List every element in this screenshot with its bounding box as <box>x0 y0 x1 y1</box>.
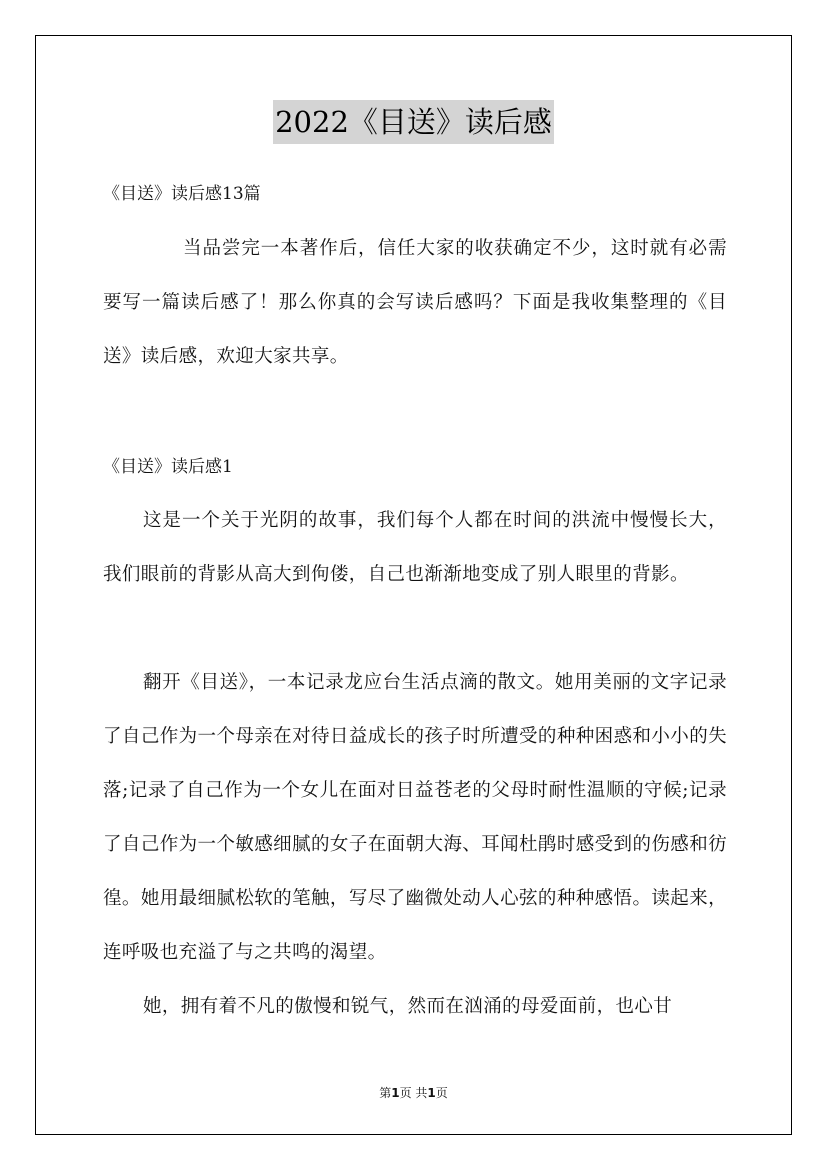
footer-suffix: 页 <box>435 1086 448 1100</box>
section-heading: 《目送》读后感1 <box>103 457 233 477</box>
footer-prefix: 第 <box>379 1086 392 1100</box>
footer-page-number: 1 <box>391 1086 400 1100</box>
body-paragraph-3: 她，拥有着不凡的傲慢和锐气，然而在汹涌的母爱面前，也心甘 <box>143 996 673 1017</box>
document-title: 2022《目送》读后感 <box>273 100 554 144</box>
page-footer <box>0 1084 827 1101</box>
body-paragraph-2: 翻开《目送》，一本记录龙应台生活点滴的散文。她用美丽的文字记录了自己作为一个母亲在对待日益成长的孩子时所遭受的种种困惑和小小的失落;记录了自己作为一个女儿在面对日益苍老的父母时耐性温顺的守候;记录了自己作为一个敏感细腻的女子在面朝大海、耳闻杜鹃时感受到的伤感和彷徨。她用最细腻松软的笔触，写尽了幽微处动人心弦的种种感悟。读起来，连呼吸也充溢了与之共鸣的渴望。 <box>103 672 727 963</box>
document-subtitle: 《目送》读后感13篇 <box>103 184 261 204</box>
intro-paragraph: 当品尝完一本著作后，信任大家的收获确定不少，这时就有必需要写一篇读后感了！那么你真的会写读后感吗？下面是我收集整理的《目送》读后感，欢迎大家共享。 <box>103 238 727 367</box>
footer-mid: 页 共 <box>399 1086 428 1100</box>
body-paragraph-1: 这是一个关于光阴的故事，我们每个人都在时间的洪流中慢慢长大，我们眼前的背影从高大到佝偻，自己也渐渐地变成了别人眼里的背影。 <box>103 510 727 585</box>
footer-page-total: 1 <box>427 1086 436 1100</box>
title-container <box>0 100 827 144</box>
